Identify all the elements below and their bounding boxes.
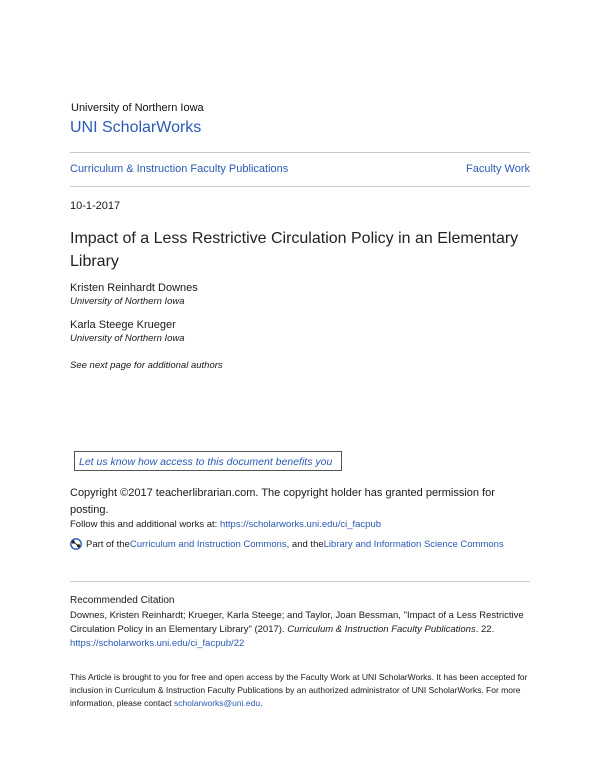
part-of-prefix: Part of the bbox=[86, 538, 130, 550]
author-name: Karla Steege Krueger bbox=[70, 319, 176, 331]
article-title: Impact of a Less Restrictive Circulation Policy in an Elementary Library bbox=[70, 230, 519, 270]
recommended-citation-label: Recommended Citation bbox=[70, 595, 175, 606]
part-of-line bbox=[70, 538, 504, 550]
benefit-feedback-link[interactable]: Let us know how access to this document benefits you bbox=[74, 451, 342, 471]
citation-number: . 22. bbox=[475, 624, 495, 635]
citation-url-link[interactable]: https://scholarworks.uni.edu/ci_facpub/22 bbox=[70, 638, 245, 649]
publication-date: 10-1-2017 bbox=[70, 200, 121, 212]
library-science-commons-link[interactable]: Library and Information Science Commons bbox=[323, 538, 504, 550]
part-of-middle: , and the bbox=[286, 538, 324, 550]
curriculum-commons-link[interactable]: Curriculum and Instruction Commons bbox=[129, 538, 287, 550]
access-notice-text: This Article is brought to you for free and open access by the Faculty Work at UNI ScholarWorks. It has been accepted for inclusion in Curriculum & Instruction Faculty Publications by an authorized administrator of UNI ScholarWorks. For more information, please contact bbox=[70, 672, 528, 708]
access-notice bbox=[70, 671, 530, 710]
author-affiliation: University of Northern Iowa bbox=[70, 296, 185, 307]
faculty-work-link[interactable]: Faculty Work bbox=[466, 163, 530, 175]
institution-name: University of Northern Iowa bbox=[71, 102, 204, 114]
contact-email-link[interactable]: scholarworks@uni.edu bbox=[173, 698, 261, 708]
repository-link[interactable]: UNI ScholarWorks bbox=[70, 119, 202, 136]
network-commons-icon bbox=[70, 538, 82, 550]
follow-line bbox=[70, 519, 381, 530]
collection-url-link[interactable]: https://scholarworks.uni.edu/ci_facpub bbox=[219, 519, 382, 530]
author-affiliation: University of Northern Iowa bbox=[70, 333, 185, 344]
author-name: Kristen Reinhardt Downes bbox=[70, 282, 198, 294]
citation-text bbox=[70, 609, 532, 651]
copyright-statement: Copyright ©2017 teacherlibrarian.com. The copyright holder has granted permission for posting. bbox=[70, 487, 495, 516]
divider bbox=[70, 152, 530, 153]
follow-prefix: Follow this and additional works at: bbox=[70, 519, 220, 530]
see-next-page-note: See next page for additional authors bbox=[70, 360, 223, 371]
citation-journal: Curriculum & Instruction Faculty Publications bbox=[287, 624, 476, 635]
access-notice-end: . bbox=[260, 698, 263, 708]
series-link[interactable]: Curriculum & Instruction Faculty Publications bbox=[70, 163, 289, 175]
divider bbox=[70, 186, 530, 187]
citation-body: Downes, Kristen Reinhardt; Krueger, Karla Steege; and Taylor, Joan Bessman, "Impact of a Less Restrictive Circulation Policy in an Elementary Library" (2017). bbox=[70, 610, 524, 635]
divider bbox=[70, 581, 530, 582]
